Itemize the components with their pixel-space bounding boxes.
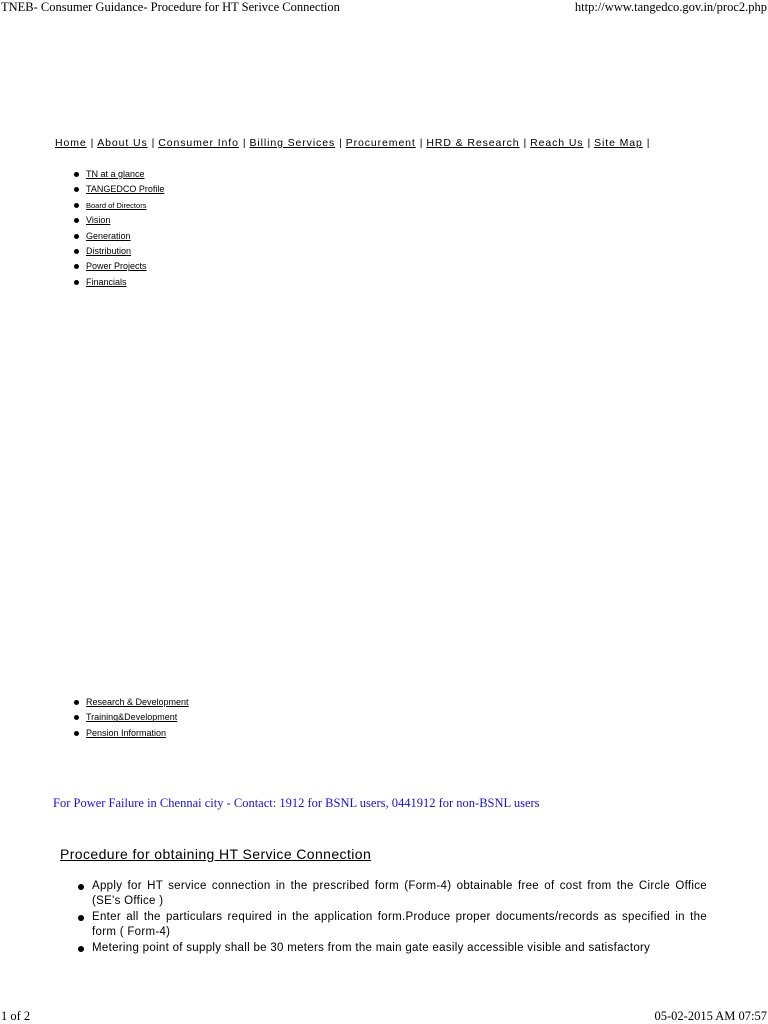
print-header-url: http://www.tangedco.gov.in/proc2.php <box>574 0 767 14</box>
print-footer-datetime: 05-02-2015 AM 07:57 <box>654 1009 767 1023</box>
nav-about-us-link[interactable]: About Us <box>97 137 148 149</box>
nav-separator: | <box>419 137 424 149</box>
nav-consumer-info-link[interactable]: Consumer Info <box>158 137 239 149</box>
nav-procurement-link[interactable]: Procurement <box>345 137 416 149</box>
nav-home-link[interactable]: Home <box>55 137 87 149</box>
nav-site-map-link[interactable]: Site Map <box>594 137 643 149</box>
sidebar-link-pension-information[interactable]: Pension Information <box>86 727 167 738</box>
nav-separator: | <box>523 137 528 149</box>
sidebar-link-distribution[interactable]: Distribution <box>86 245 132 256</box>
print-header-title: TNEB- Consumer Guidance- Procedure for HT Serivce Connection <box>1 0 340 14</box>
nav-separator: | <box>90 137 95 149</box>
sidebar-item <box>71 229 164 244</box>
nav-separator: | <box>151 137 156 149</box>
sidebar-item <box>71 259 164 274</box>
sidebar-link-power-projects[interactable]: Power Projects <box>86 261 147 272</box>
sidebar-item <box>71 244 164 259</box>
sidebar-link-financials[interactable]: Financials <box>86 276 127 287</box>
power-failure-notice: For Power Failure in Chennai city - Contact: 1912 for BSNL users, 0441912 for non-BSNL users <box>53 796 540 810</box>
nav-separator: | <box>587 137 592 149</box>
procedure-step: Enter all the particulars required in the application form.Produce proper documents/records as specified in the form ( Form-4) <box>77 910 707 941</box>
sidebar-link-tangedco-profile[interactable]: TANGEDCO Profile <box>86 184 165 195</box>
sidebar-item <box>71 695 189 710</box>
sidebar-item <box>71 710 189 725</box>
procedure-step: Metering point of supply shall be 30 meters from the main gate easily accessible visible and satisfactory <box>77 941 707 956</box>
nav-reach-us-link[interactable]: Reach Us <box>530 137 584 149</box>
sidebar-item <box>71 726 189 741</box>
nav-separator: | <box>646 137 651 149</box>
sidebar-menu-top <box>71 167 164 290</box>
sidebar-link-research-development[interactable]: Research & Development <box>86 697 189 707</box>
nav-separator: | <box>339 137 343 149</box>
top-navigation <box>55 136 653 150</box>
procedure-list <box>77 879 707 956</box>
print-footer-page-number: 1 of 2 <box>1 1009 31 1023</box>
nav-billing-services-link[interactable]: Billing Services <box>249 137 336 149</box>
sidebar-link-board-of-directors[interactable]: Board of Directors <box>86 200 147 210</box>
nav-hrd-research-link[interactable]: HRD & Research <box>426 137 520 149</box>
sidebar-link-training-development[interactable]: Training&Development <box>86 712 178 723</box>
sidebar-link-tn-at-a-glance[interactable]: TN at a glance <box>86 169 145 179</box>
sidebar-menu-bottom <box>71 695 189 741</box>
sidebar-link-vision[interactable]: Vision <box>86 215 111 226</box>
procedure-step: Apply for HT service connection in the prescribed form (Form-4) obtainable free of cost from the Circle Office (SE's Office ) <box>77 879 707 910</box>
sidebar-item <box>71 213 164 228</box>
sidebar-item <box>71 275 164 290</box>
sidebar-item <box>71 198 164 213</box>
procedure-title: Procedure for obtaining HT Service Connection <box>60 846 372 862</box>
sidebar-link-generation[interactable]: Generation <box>86 230 131 241</box>
nav-separator: | <box>242 137 247 149</box>
sidebar-item <box>71 167 164 182</box>
sidebar-item <box>71 182 164 197</box>
